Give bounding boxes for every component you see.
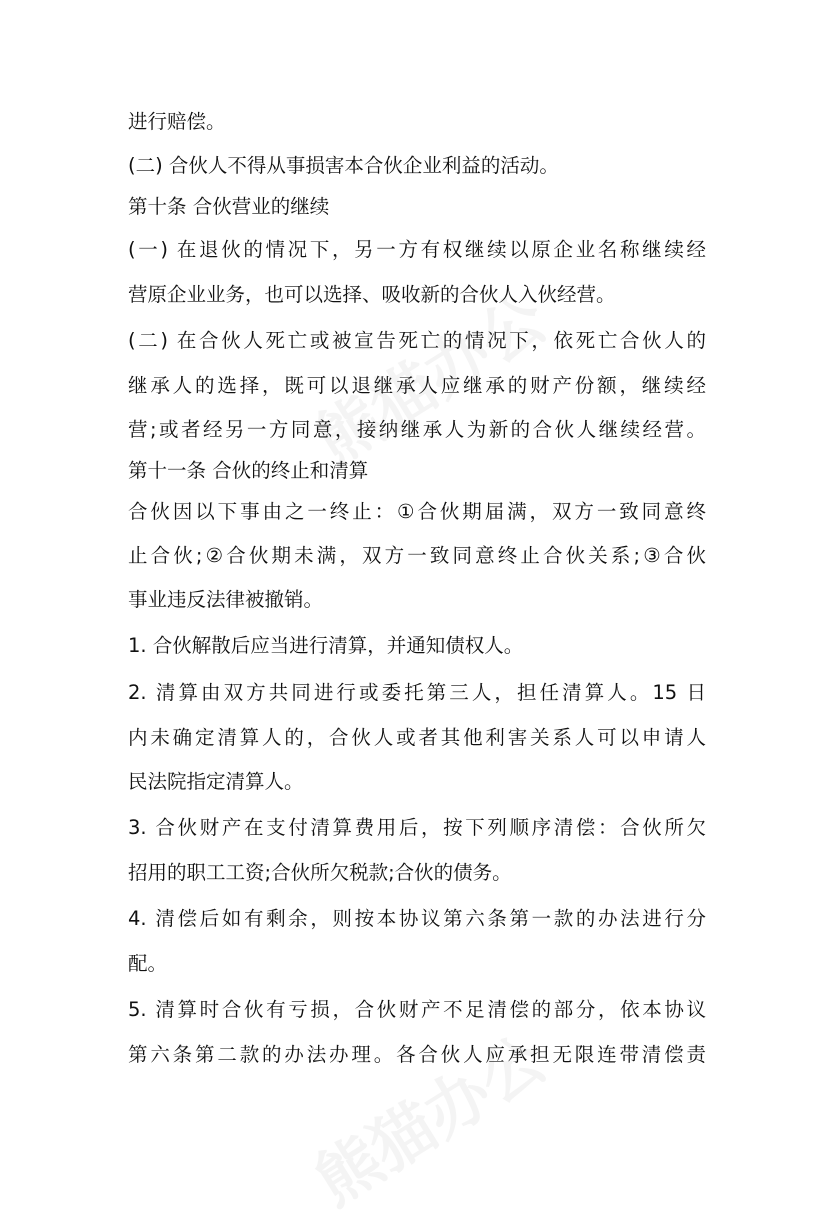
paragraph-line: 止合伙;②合伙期未满，双方一致同意终止合伙关系;③合伙	[128, 544, 706, 567]
paragraph-line: (二) 在合伙人死亡或被宣告死亡的情况下，依死亡合伙人的	[128, 329, 706, 352]
paragraph-line: (一) 在退伙的情况下，另一方有权继续以原企业名称继续经	[128, 238, 706, 261]
paragraph-line: 营原企业业务，也可以选择、吸收新的合伙人入伙经营。	[128, 283, 616, 306]
list-item: 4. 清偿后如有剩余，则按本协议第六条第一款的办法进行分	[128, 907, 706, 930]
document-body	[128, 100, 706, 1077]
paragraph-line: 第六条第二款的办法办理。各合伙人应承担无限连带清偿责	[128, 1043, 706, 1066]
section-heading: 第十条 合伙营业的继续	[128, 195, 330, 218]
paragraph-line: 配。	[128, 952, 168, 975]
paragraph-line: 合伙因以下事由之一终止：①合伙期届满，双方一致同意终	[128, 500, 706, 523]
paragraph-line: 内未确定清算人的，合伙人或者其他利害关系人可以申请人	[128, 726, 706, 749]
paragraph-line: (二) 合伙人不得从事损害本合伙企业利益的活动。	[128, 154, 559, 177]
paragraph-line: 进行赔偿。	[128, 110, 226, 133]
paragraph-line: 营;或者经另一方同意，接纳继承人为新的合伙人继续经营。	[128, 418, 706, 441]
list-item: 5. 清算时合伙有亏损，合伙财产不足清偿的部分，依本协议	[128, 998, 706, 1021]
list-item: 1. 合伙解散后应当进行清算，并通知债权人。	[128, 634, 524, 657]
paragraph-line: 继承人的选择，既可以退继承人应继承的财产份额，继续经	[128, 374, 706, 397]
list-item: 3. 合伙财产在支付清算费用后，按下列顺序清偿：合伙所欠	[128, 816, 706, 839]
section-heading: 第十一条 合伙的终止和清算	[128, 459, 369, 482]
paragraph-line: 民法院指定清算人。	[128, 770, 304, 793]
paragraph-line: 事业违反法律被撤销。	[128, 588, 324, 611]
list-item: 2. 清算由双方共同进行或委托第三人，担任清算人。15 日	[128, 681, 706, 704]
paragraph-line: 招用的职工工资;合伙所欠税款;合伙的债务。	[128, 861, 512, 884]
